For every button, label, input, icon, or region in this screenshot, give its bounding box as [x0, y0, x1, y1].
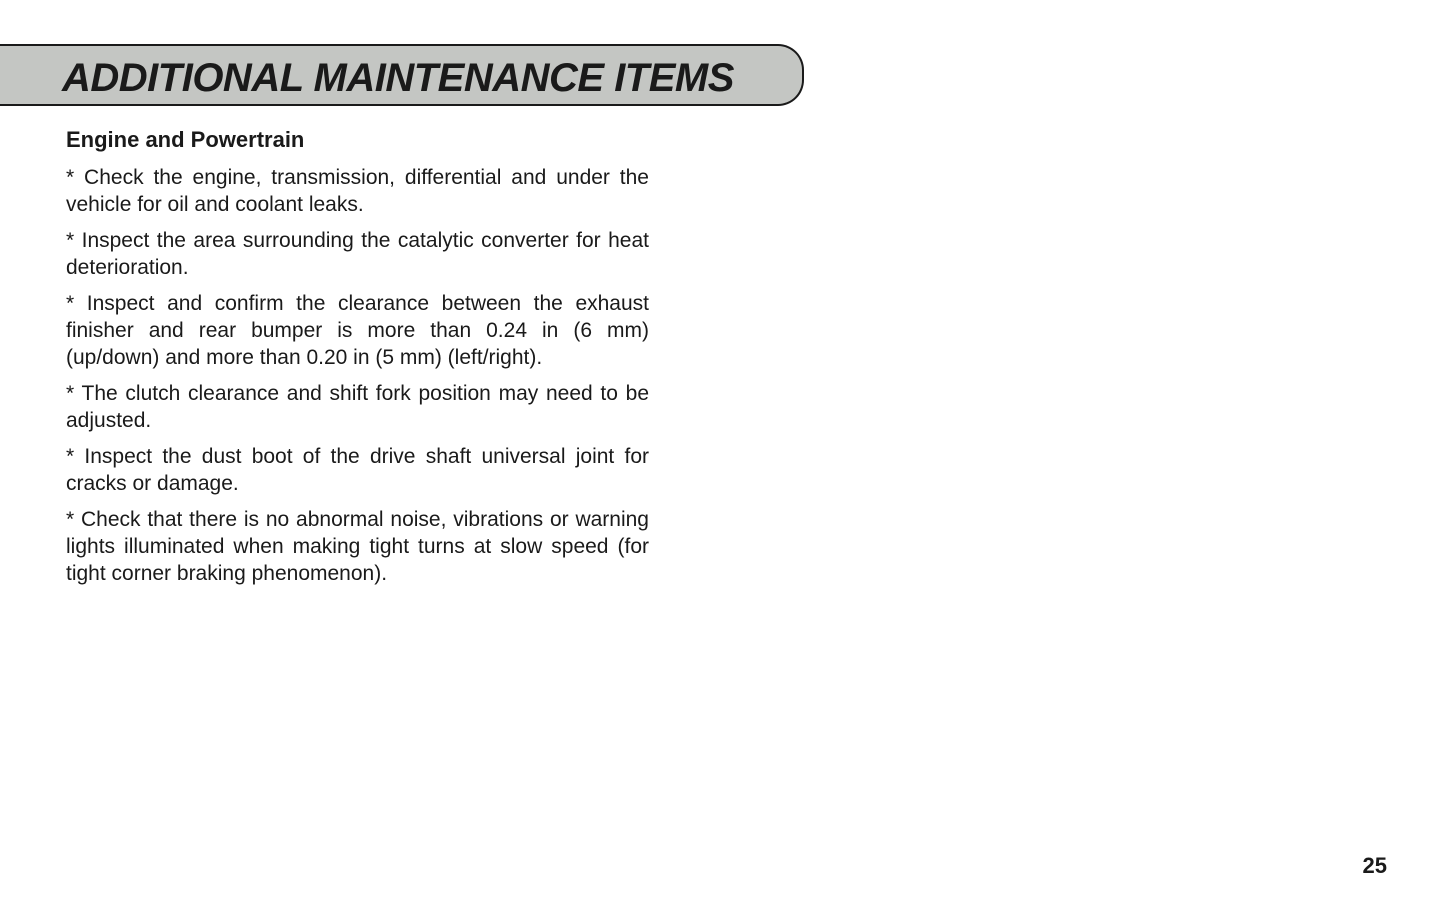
maintenance-item: * Inspect and confirm the clearance between the exhaust finisher and rear bumper is more than 0.24 in (6 mm) (up/down) and more than 0.20 in (5 mm) (left/right).: [66, 292, 649, 369]
maintenance-item: * The clutch clearance and shift fork position may need to be adjusted.: [66, 382, 649, 432]
maintenance-item: * Check that there is no abnormal noise, vibrations or warning lights illuminated when making tight turns at slow speed (for tight corner braking phenomenon).: [66, 508, 649, 585]
page-number: 25: [1362, 853, 1387, 878]
section-heading: Engine and Powertrain: [66, 127, 305, 152]
page-title: ADDITIONAL MAINTENANCE ITEMS: [62, 56, 734, 100]
maintenance-item: * Inspect the dust boot of the drive shaft universal joint for cracks or damage.: [66, 445, 649, 495]
maintenance-item: * Inspect the area surrounding the catalytic converter for heat deterioration.: [66, 229, 649, 279]
section-engine-powertrain: [66, 126, 649, 596]
maintenance-item: * Check the engine, transmission, differential and under the vehicle for oil and coolant leaks.: [66, 166, 649, 216]
